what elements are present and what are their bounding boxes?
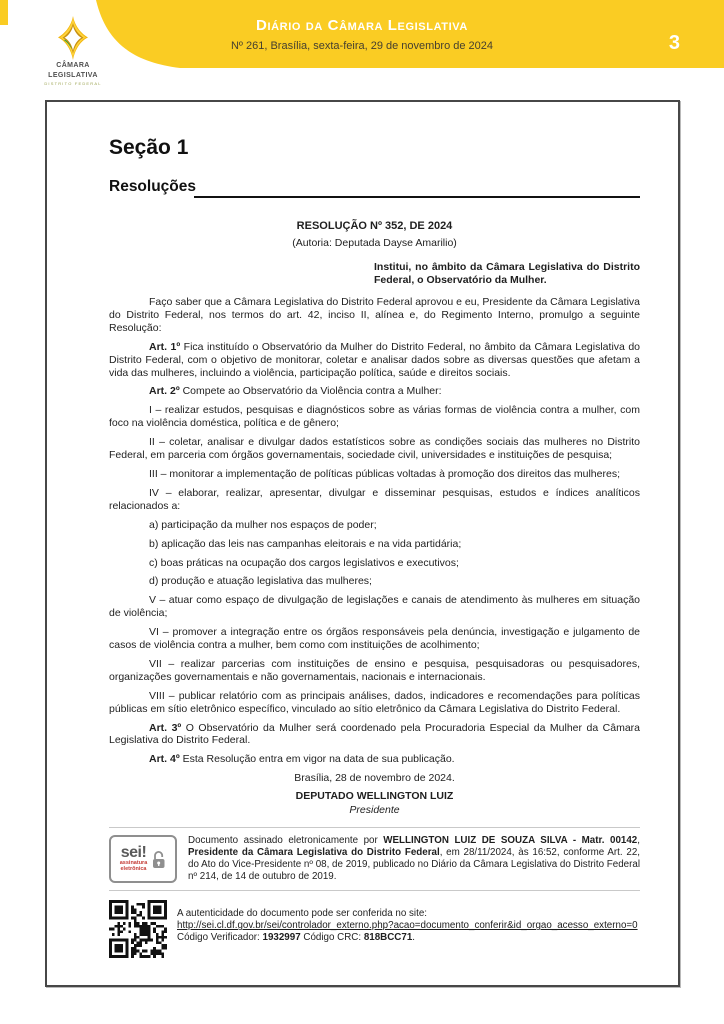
paragraph: II – coletar, analisar e divulgar dados estatísticos sobre as condições sociais das mulheres no Distrito Federal, em parceria com órgãos governamentais, sociedade civil, universidades e instituições de pesquisa; xyxy=(109,436,640,462)
padlock-icon xyxy=(151,850,166,869)
sei-signature-badge xyxy=(109,835,177,883)
category-underline xyxy=(194,196,640,198)
cldf-logo xyxy=(40,16,106,86)
paragraph: b) aplicação das leis nas campanhas eleitorais e na vida partidária; xyxy=(149,537,462,550)
logo-text-line2: LEGISLATIVA xyxy=(48,72,98,79)
logo-text-line1: CÂMARA xyxy=(56,62,90,69)
paragraph: III – monitorar a implementação de políticas públicas voltadas à promoção dos direitos das mulheres; xyxy=(149,467,620,480)
masthead-title: Diário da Câmara Legislativa xyxy=(256,17,468,34)
masthead xyxy=(0,0,724,52)
resolution-authorship: (Autoria: Deputada Dayse Amarilio) xyxy=(292,237,457,249)
paragraph: VIII – publicar relatório com as principais análises, dados, indicadores e recomendações para políticas públicas em sítio eletrônico específico, vinculado ao sítio eletrônico da Câmara Legislativa do Distrito Federal. xyxy=(109,689,640,715)
sei-logo-text: sei! xyxy=(120,844,147,862)
date-line: Brasília, 28 de novembro de 2024. xyxy=(294,772,455,785)
paragraph: c) boas práticas na ocupação dos cargos legislativos e executivos; xyxy=(149,556,459,569)
paragraph: VII – realizar parcerias com instituições de ensino e pesquisa, pesquisadoras ou pesquisadores, organizações governamentais e não governamentais, nacionais e internacionais. xyxy=(109,657,640,683)
paragraph: VI – promover a integração entre os órgãos responsáveis pela denúncia, investigação e julgamento de casos de violência contra a mulher, bem como com instituições de acolhimento; xyxy=(109,626,640,652)
resolution-summary: Institui, no âmbito da Câmara Legislativa do Distrito Federal, o Observatório da Mulher. xyxy=(374,261,640,286)
paragraph: I – realizar estudos, pesquisas e diagnósticos sobre as várias formas de violência contra a mulher, com foco na violência doméstica, política e de gênero; xyxy=(109,404,640,430)
resolution-title: RESOLUÇÃO Nº 352, DE 2024 xyxy=(296,220,453,232)
signature-block xyxy=(109,827,640,891)
paragraph: Faço saber que a Câmara Legislativa do Distrito Federal aprovou e eu, Presidente da Câmara Legislativa do Distrito Federal, nos termos do art. 42, inciso II, alínea e, do Regimento Interno, promulgo a seguinte Resolução: xyxy=(109,296,640,334)
verification-link[interactable]: http://sei.cl.df.gov.br/sei/controlador_externo.php?acao=documento_conferir&id_orgao_acesso_externo=0 xyxy=(177,920,638,932)
logo-emblem-icon xyxy=(53,16,93,60)
paragraph: a) participação da mulher nos espaços de poder; xyxy=(149,518,377,531)
sei-sub-line1: assinatura xyxy=(119,860,148,867)
verification-line1: A autenticidade do documento pode ser conferida no site: xyxy=(177,908,427,920)
verification-codes: Código Verificador: 1932997 Código CRC: 818BCC71. xyxy=(177,932,416,944)
issue-line: Nº 261, Brasília, sexta-feira, 29 de novembro de 2024 xyxy=(230,40,494,52)
paragraph: V – atuar como espaço de divulgação de legislações e canais de atendimento às mulheres em situação de violência; xyxy=(109,594,640,620)
sei-sub-line2: eletrônica xyxy=(120,866,147,873)
page-number: 3 xyxy=(668,32,680,54)
signer-name: DEPUTADO WELLINGTON LUIZ xyxy=(295,790,454,803)
paragraph: IV – elaborar, realizar, apresentar, divulgar e disseminar pesquisas, estudos e índices analíticos relacionados a: xyxy=(109,486,640,512)
paragraph: Art. 3º O Observatório da Mulher será coordenado pela Procuradoria Especial da Mulher da Câmara Legislativa do Distrito Federal. xyxy=(109,721,641,747)
paragraph: d) produção e atuação legislativa das mulheres; xyxy=(149,575,372,588)
category-title-label: Resoluções xyxy=(109,178,197,195)
verification-block xyxy=(109,900,640,958)
signature-text: Documento assinado eletronicamente por WELLINGTON LUIZ DE SOUZA SILVA - Matr. 00142, Presidente da Câmara Legislativa do Distrito Federal, em 28/11/2024, às 16:52, conforme Art. 22, do Ato do Vice-Presidente nº 08, de 2019, publicado no Diário da Câmara Legislativa do Distrito Federal nº 214, de 14 de outubro de 2019. xyxy=(188,835,640,883)
section-title: Seção 1 xyxy=(109,136,189,159)
paragraph: Art. 2º Compete ao Observatório da Violência contra a Mulher: xyxy=(149,385,442,398)
signer-role: Presidente xyxy=(349,804,400,817)
logo-text-line3: DISTRITO FEDERAL xyxy=(44,81,102,86)
paragraph: Art. 1º Fica instituído o Observatório da Mulher do Distrito Federal, no âmbito da Câmara Legislativa do Distrito Federal, com o objetivo de monitorar, coletar e analisar dados sobre as diversas questões que afetam a vida das mulheres, incluindo a violência, participação política, saúde e direitos sociais. xyxy=(109,340,640,379)
paragraph: Art. 4º Esta Resolução entra em vigor na data de sua publicação. xyxy=(149,753,455,766)
category-title xyxy=(109,178,640,196)
document-sheet xyxy=(45,100,680,987)
qr-code xyxy=(109,900,167,958)
resolution-body xyxy=(109,296,640,766)
